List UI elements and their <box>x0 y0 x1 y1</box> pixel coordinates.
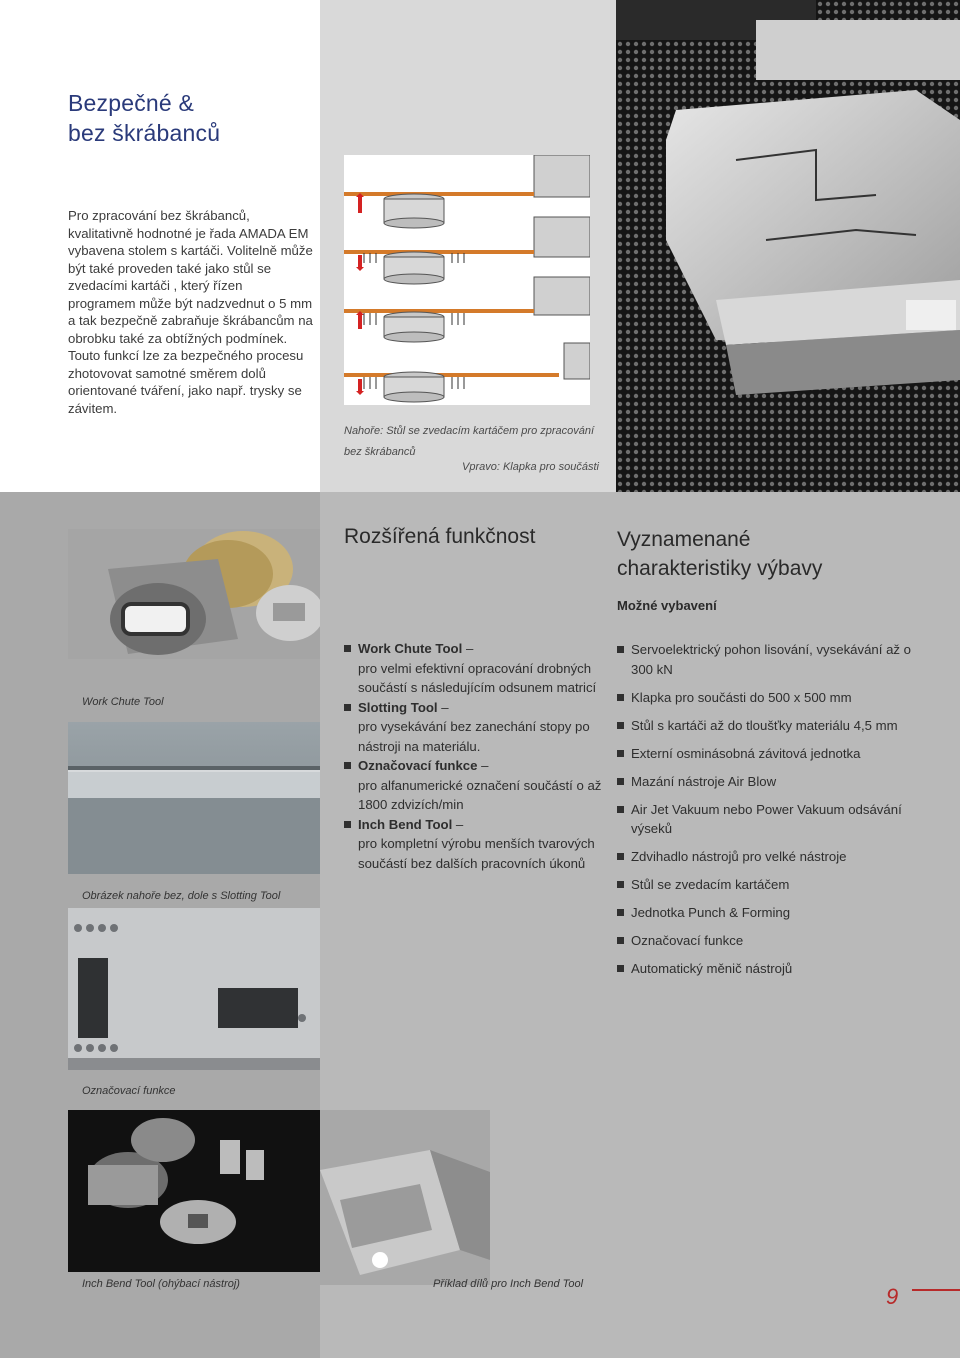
feature-list-item <box>617 931 917 951</box>
feature-list-item <box>617 903 917 923</box>
optional-equipment-heading: Možné vybavení <box>617 598 717 613</box>
feature-text: Automatický měnič nástrojů <box>631 961 793 976</box>
bullet-square-icon <box>617 965 624 972</box>
inch-bend-caption: Inch Bend Tool (ohýbací nástroj) <box>82 1278 240 1290</box>
work-chute-tool-photo <box>68 529 320 659</box>
tool-name: Work Chute Tool <box>358 641 463 656</box>
inch-bend-tool-photo <box>68 1110 320 1272</box>
bullet-square-icon <box>344 762 351 769</box>
page-number: 9 <box>886 1284 899 1309</box>
bullet-square-icon <box>344 704 351 711</box>
feature-text: Jednotka Punch & Forming <box>631 905 791 920</box>
tool-description: pro velmi efektivní opracování drobných součástí s následujícím odsunem matricí <box>358 660 597 695</box>
diagram-caption-line-2: bez škrábanců <box>344 446 416 458</box>
brush-table-photo <box>616 0 960 492</box>
intro-paragraph: Pro zpracování bez škrábanců, kvalitativně hodnotné je řada AMADA EM vybavena stolem s kartáči. Volitelně může být také proveden také jako stůl se zvedacími kartáči , který řízen programem může být nadzvednut o 5 mm a tak bezpečně zabraňuje škrábancům na obrobku také za obtížných podmínek. Touto funkcí lze za bezpečného procesu zhotovovat samotné směrem dolů orientované tváření, jako např. trysky se závitem. <box>68 208 313 416</box>
slotting-caption: Obrázek nahoře bez, dole s Slotting Tool <box>82 890 281 902</box>
feature-text: Air Jet Vakuum nebo Power Vakuum odsávání výseků <box>631 801 902 836</box>
bullet-square-icon <box>617 750 624 757</box>
feature-text: Zdvihadlo nástrojů pro velké nástroje <box>631 849 847 864</box>
bullet-square-icon <box>617 806 624 813</box>
tool-name: Slotting Tool <box>358 699 438 715</box>
tool-dash: – <box>437 699 449 715</box>
feature-text: Označovací funkce <box>631 933 744 948</box>
page-title <box>68 88 220 148</box>
bullet-square-icon <box>617 853 624 860</box>
bullet-square-icon <box>617 778 624 785</box>
feature-list-item <box>617 772 917 792</box>
bullet-square-icon <box>617 937 624 944</box>
section-heading-features <box>617 525 822 583</box>
feature-list-item <box>617 688 917 708</box>
tool-dash: – <box>477 758 489 773</box>
work-chute-caption: Work Chute Tool <box>82 696 164 708</box>
section-heading-extended: Rozšířená funkčnost <box>344 525 536 548</box>
tool-list <box>344 639 606 873</box>
features-heading-line-1: Vyznamenané <box>617 528 751 551</box>
tool-name: Inch Bend Tool <box>358 816 453 832</box>
bullet-square-icon <box>617 646 624 653</box>
feature-list-item <box>617 959 917 979</box>
bullet-square-icon <box>617 909 624 916</box>
tool-description: pro vysekávání bez zanechání stopy po nástroji na materiálu. <box>358 719 590 754</box>
tool-list-item <box>344 815 606 874</box>
tool-dash: – <box>452 816 464 832</box>
tool-list-item <box>344 756 606 815</box>
diagram-caption <box>344 421 594 463</box>
tool-description: pro kompletní výrobu menších tvarových součástí bez dalších pracovních úkonů <box>358 836 595 871</box>
bend-part-caption: Příklad dílů pro Inch Bend Tool <box>433 1278 584 1290</box>
bullet-square-icon <box>344 821 351 828</box>
feature-text: Mazání nástroje Air Blow <box>631 773 777 789</box>
inch-bend-part-photo <box>320 1110 490 1285</box>
feature-list-item <box>617 800 917 839</box>
diagram-caption-line-1: Nahoře: Stůl se zvedacím kartáčem pro zpracování <box>344 425 595 437</box>
feature-list-item <box>617 875 917 895</box>
features-heading-line-2: charakteristiky výbavy <box>617 557 823 580</box>
tool-list-item <box>344 639 606 698</box>
marking-caption: Označovací funkce <box>82 1085 176 1097</box>
slotting-tool-comparison-photo <box>68 722 320 874</box>
tool-dash: – <box>462 641 474 656</box>
feature-text: Servoelektrický pohon lisování, vysekávání až o 300 kN <box>631 642 912 677</box>
title-line-2: bez škrábanců <box>68 120 221 146</box>
tool-list-item <box>344 698 606 757</box>
feature-list-item <box>617 744 917 764</box>
marking-function-photo <box>68 908 320 1070</box>
feature-list-item <box>617 716 917 736</box>
bullet-square-icon <box>617 694 624 701</box>
tool-description: pro alfanumerické označení součástí o až 1800 zdvizích/min <box>358 777 602 812</box>
lifting-brush-diagram <box>344 155 590 405</box>
tool-name: Označovací funkce <box>358 758 478 773</box>
feature-list-item <box>617 640 917 679</box>
feature-text: Stůl se zvedacím kartáčem <box>631 877 790 892</box>
photo-caption-right: Vpravo: Klapka pro součásti <box>462 461 599 473</box>
feature-list-item <box>617 847 917 867</box>
bullet-square-icon <box>617 722 624 729</box>
feature-list <box>617 640 917 987</box>
page-number-rule <box>912 1289 960 1291</box>
bullet-square-icon <box>344 645 351 652</box>
feature-text: Externí osminásobná závitová jednotka <box>631 745 861 761</box>
feature-text: Stůl s kartáči až do tloušťky materiálu 4,5 mm <box>631 717 898 733</box>
feature-text: Klapka pro součásti do 500 x 500 mm <box>631 689 852 705</box>
bullet-square-icon <box>617 881 624 888</box>
title-line-1: Bezpečné & <box>68 90 195 116</box>
